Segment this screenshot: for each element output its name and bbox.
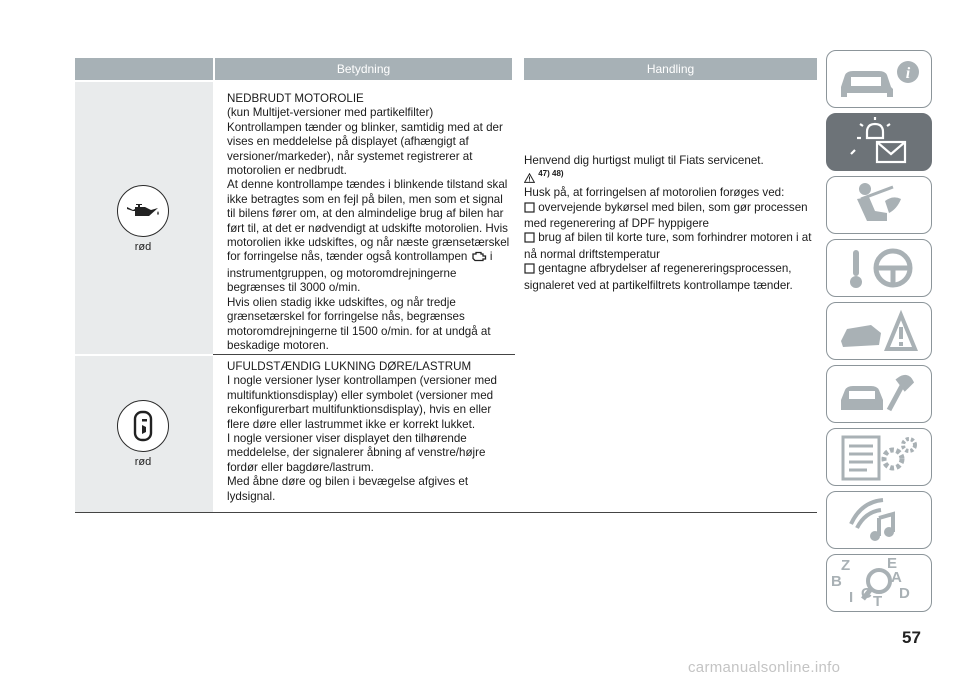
door-open-icon	[117, 400, 169, 452]
airbag-seat-icon	[827, 177, 931, 233]
action-text: Henvend dig hurtigst muligt til Fiats servicenet.	[524, 154, 764, 167]
header-cell-icon	[75, 58, 213, 80]
meaning-paragraph	[227, 178, 512, 295]
header-cell-meaning: Betydning	[215, 58, 512, 80]
color-label: rød	[134, 241, 152, 253]
action-text: Husk på, at forringelsen af motorolien forøges ved:	[524, 186, 785, 200]
engine-fault-icon	[471, 251, 487, 266]
watermark: carmanualsonline.info	[688, 659, 841, 676]
tab-safety[interactable]	[826, 176, 932, 234]
row2-meaning	[227, 360, 512, 504]
emergency-icon	[827, 303, 931, 359]
meaning-paragraph: Kontrollampen tænder og blinker, samtidig med at der vises en meddelelse på displayet (afhængigt af versioner/markeder), når systemet registrerer at motorolien er nedbrudt.	[227, 120, 503, 178]
checkbox-icon	[524, 202, 535, 217]
tab-index[interactable]	[826, 554, 932, 612]
checkbox-icon	[524, 263, 535, 278]
meaning-title: UFULDSTÆNDIG LUKNING DØRE/LASTRUM	[227, 360, 472, 373]
index-letter: A	[891, 569, 902, 586]
row1-action	[524, 154, 816, 293]
multimedia-icon	[827, 492, 931, 548]
index-letter: I	[849, 589, 854, 606]
row1-meaning	[227, 92, 512, 353]
tab-emergency[interactable]	[826, 302, 932, 360]
color-label: rød	[134, 456, 152, 468]
meaning-paragraph: I nogle versioner lyser kontrollampen (versioner med multifunktionsdisplay) eller symbolet (versioner med rekonfigurerbart multifunktionsdisplay), hvis en eller flere døre eller lastrummet ikke er korrekt lukket.	[227, 374, 497, 431]
bullet-text: overvejende bykørsel med bilen, som gør processen med regenerering af DPF hyppigere	[524, 200, 808, 231]
tab-start-drive[interactable]	[826, 239, 932, 297]
page-number: 57	[902, 628, 921, 647]
table-bottom-rule	[75, 512, 817, 513]
svg-text:i: i	[905, 65, 911, 82]
action-bullet	[524, 231, 816, 262]
meaning-paragraph: Hvis olien stadig ikke udskiftes, og når tredje grænsetærskel for forringelse nås, begrænses motoromdrejningerne til 1500 o/min. for at undgå at beskadige motoren.	[227, 295, 491, 352]
starting-driving-icon	[827, 240, 931, 296]
meaning-text: i instrumentgruppen, og motoromdrejningerne begrænses til 3000 o/min.	[227, 250, 493, 295]
bullet-text: gentagne afbrydelser af regenereringsprocessen, signaleret ved at partikelfiltrets kontrollampe tænder.	[524, 262, 793, 292]
warning-triangle-icon	[524, 173, 535, 186]
meaning-paragraph: Med åbne døre og bilen i bevægelse afgives et lydsignal.	[227, 475, 469, 503]
header-cell-action: Handling	[524, 58, 817, 80]
tab-multimedia[interactable]	[826, 491, 932, 549]
meaning-paragraph: I nogle versioner viser displayet den tilhørende meddelelse, der signalerer åbning af venstre/højre fordør eller bagdøre/lastrum.	[227, 432, 486, 474]
warning-lights-icon	[827, 114, 931, 170]
door-warning-indicator	[117, 400, 169, 468]
index-letter: B	[831, 573, 842, 590]
meaning-title: NEDBRUDT MOTOROLIE	[227, 92, 364, 105]
index-letter: D	[899, 585, 910, 602]
engine-oil-pressure-icon	[117, 185, 169, 237]
reference-numbers: 47) 48)	[538, 169, 564, 179]
action-refs	[524, 168, 816, 186]
car-info-icon	[827, 51, 931, 107]
maintenance-icon	[827, 366, 931, 422]
row-divider	[213, 354, 515, 355]
checkbox-icon	[524, 232, 535, 247]
tab-technical-data[interactable]	[826, 428, 932, 486]
action-bullet	[524, 201, 816, 232]
bullet-text: brug af bilen til korte ture, som forhindrer motoren i at nå normal driftstemperatur	[524, 231, 812, 261]
meaning-text: At denne kontrollampe tændes i blinkende tilstand skal ikke betragtes som en fejl på bilen, men som et signal til bilens fører om, at den almindelige brug af bilen har ført til, at det er nødvendigt at udskifte motorolien. Hvis motorolien ikke udskiftes, og når næste grænsetærskel for forringelse nås, tænder også kontrollampen	[227, 178, 510, 264]
index-letter: Z	[841, 557, 851, 574]
index-letter: T	[873, 593, 883, 610]
action-bullet	[524, 262, 816, 293]
tab-warning-lights[interactable]	[826, 113, 932, 171]
meaning-subtitle: (kun Multijet-versioner med partikelfilter)	[227, 106, 434, 120]
index-letter: E	[887, 555, 898, 572]
tab-car-info[interactable]	[826, 50, 932, 108]
technical-data-icon	[827, 429, 931, 485]
tab-maintenance[interactable]	[826, 365, 932, 423]
index-letter: C	[861, 585, 872, 602]
table-header	[75, 58, 817, 80]
oil-warning-indicator	[117, 185, 169, 253]
